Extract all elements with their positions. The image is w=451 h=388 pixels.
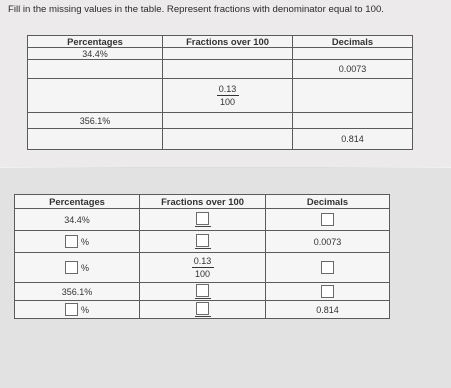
cell-fraction xyxy=(163,79,293,113)
table-row xyxy=(28,60,413,79)
percent-sign: % xyxy=(80,262,89,273)
cell-percent xyxy=(15,231,140,253)
fraction-numerator: 0.13 xyxy=(193,256,212,266)
numerator-input-box[interactable] xyxy=(196,234,209,247)
percent-sign: % xyxy=(80,236,89,247)
fraction-input xyxy=(195,212,211,228)
cell-fraction xyxy=(140,301,266,319)
numerator-input-box[interactable] xyxy=(196,212,209,225)
cell-decimal xyxy=(266,253,390,283)
table-row xyxy=(15,253,390,283)
cell-empty xyxy=(28,129,163,150)
fraction-denominator: 100 xyxy=(219,97,236,107)
header-fractions: Fractions over 100 xyxy=(140,195,266,209)
fraction xyxy=(216,84,240,107)
cell-fraction xyxy=(140,283,266,301)
percent-input-box[interactable] xyxy=(65,235,78,248)
cell-decimal xyxy=(266,283,390,301)
fraction-denominator: 100 xyxy=(194,269,211,279)
fraction-input xyxy=(195,234,211,250)
instruction-text: Fill in the missing values in the table. Represent fractions with denominator equal to 100. xyxy=(8,4,384,15)
table-row xyxy=(15,231,390,253)
decimal-input-box[interactable] xyxy=(321,213,334,226)
fraction-input xyxy=(195,302,211,318)
cell-empty xyxy=(293,113,413,129)
cell-empty xyxy=(28,79,163,113)
table-row xyxy=(15,301,390,319)
cell-empty xyxy=(163,113,293,129)
fraction-input xyxy=(195,284,211,300)
table-row xyxy=(15,209,390,231)
table-row xyxy=(28,129,413,150)
cell-decimal: 0.0073 xyxy=(266,231,390,253)
table-row xyxy=(28,113,413,129)
percent-sign: % xyxy=(80,304,89,315)
cell-empty xyxy=(293,48,413,60)
answer-table xyxy=(14,194,390,319)
cell-empty xyxy=(163,129,293,150)
cell-empty xyxy=(293,79,413,113)
fraction-bar xyxy=(195,298,211,299)
reference-table xyxy=(27,35,413,150)
cell-decimal xyxy=(266,209,390,231)
header-percentages: Percentages xyxy=(28,36,163,48)
cell-decimal: 0.814 xyxy=(266,301,390,319)
cell-fraction xyxy=(140,231,266,253)
cell-empty xyxy=(163,48,293,60)
cell-percent: 356.1% xyxy=(15,283,140,301)
cell-percent xyxy=(15,301,140,319)
numerator-input-box[interactable] xyxy=(196,284,209,297)
table-row xyxy=(15,283,390,301)
cell-fraction xyxy=(140,253,266,283)
cell-decimal: 0.814 xyxy=(293,129,413,150)
header-fractions: Fractions over 100 xyxy=(163,36,293,48)
fraction-numerator: 0.13 xyxy=(218,84,237,94)
percent-input-box[interactable] xyxy=(65,261,78,274)
table-row xyxy=(28,79,413,113)
fraction xyxy=(191,256,215,279)
numerator-input-box[interactable] xyxy=(196,302,209,315)
decimal-input-box[interactable] xyxy=(321,261,334,274)
fraction-bar xyxy=(195,248,211,249)
cell-fraction xyxy=(140,209,266,231)
divider xyxy=(0,167,451,168)
cell-decimal: 0.0073 xyxy=(293,60,413,79)
header-decimals: Decimals xyxy=(293,36,413,48)
cell-percent: 34.4% xyxy=(15,209,140,231)
percent-input-box[interactable] xyxy=(65,303,78,316)
cell-empty xyxy=(28,60,163,79)
fraction-bar xyxy=(195,316,211,317)
cell-percent: 34.4% xyxy=(28,48,163,60)
cell-percent: 356.1% xyxy=(28,113,163,129)
fraction-bar xyxy=(195,226,211,227)
decimal-input-box[interactable] xyxy=(321,285,334,298)
header-percentages: Percentages xyxy=(15,195,140,209)
header-decimals: Decimals xyxy=(266,195,390,209)
fraction-bar xyxy=(192,267,214,268)
cell-empty xyxy=(163,60,293,79)
cell-percent xyxy=(15,253,140,283)
fraction-bar xyxy=(217,95,239,96)
